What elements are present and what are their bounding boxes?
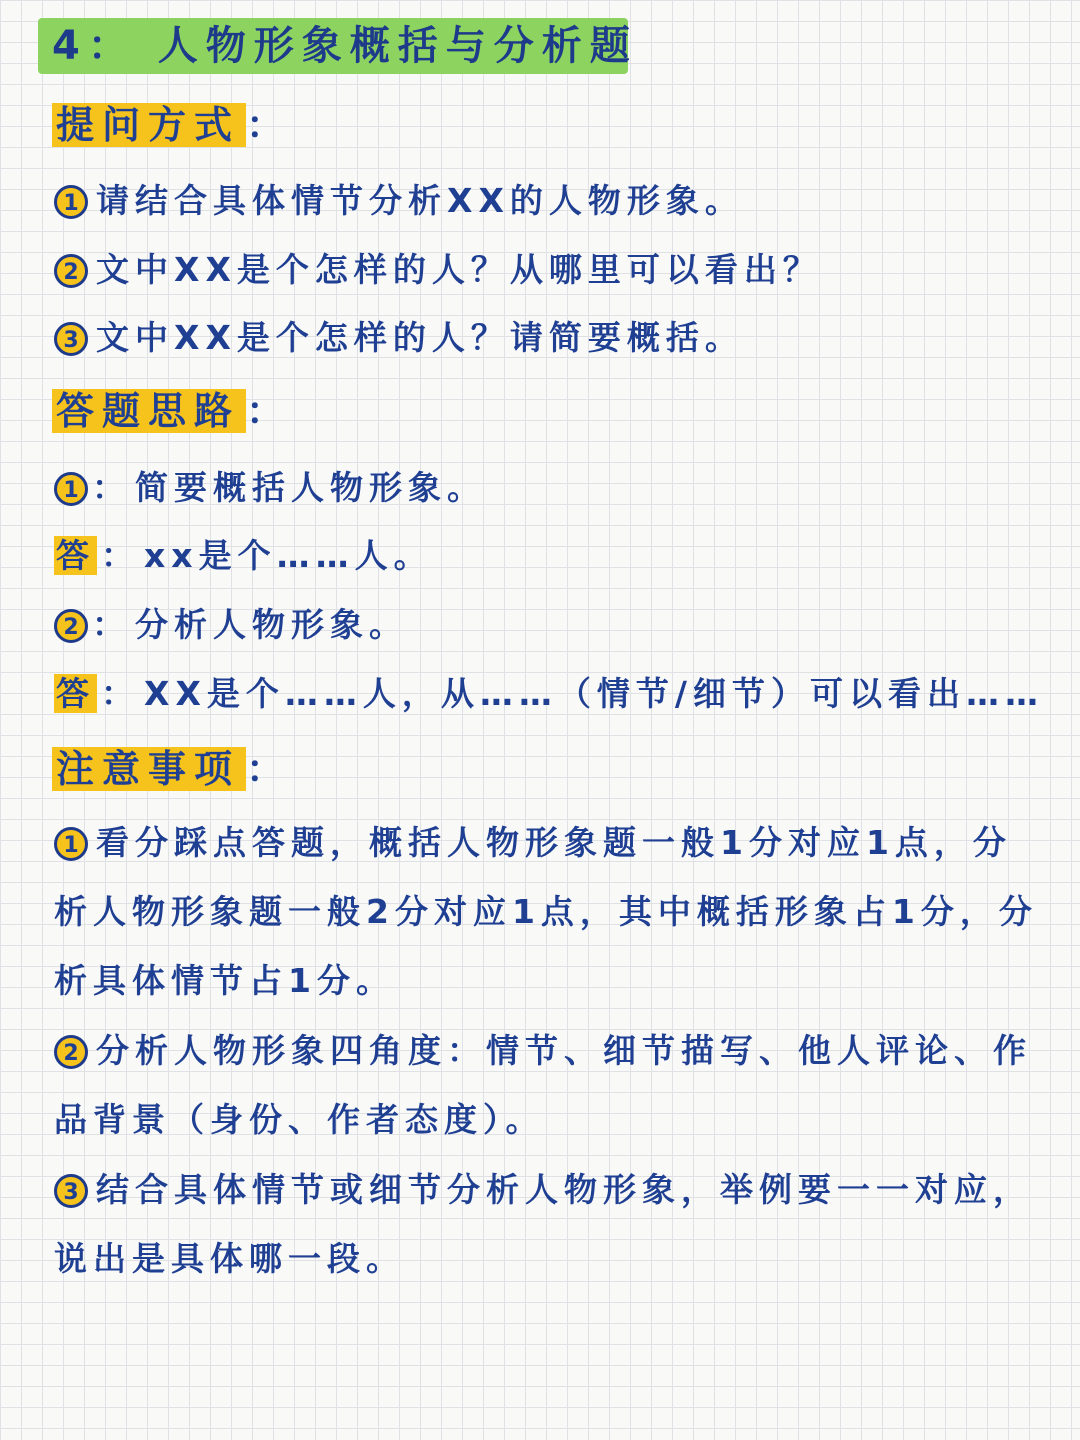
- section-heading-approach: [52, 384, 292, 438]
- note-text: 分析人物形象四角度：情节、细节描写、他人评论、作品背景（身份、作者态度）。: [54, 1031, 1032, 1139]
- heading-colon: ：: [246, 747, 293, 791]
- circled-number: 1: [54, 472, 88, 506]
- heading-colon: ：: [246, 103, 293, 147]
- section-heading-questions: [52, 98, 292, 152]
- note-item-1: [54, 808, 1044, 1015]
- circled-number: 1: [54, 827, 88, 861]
- circled-number: 2: [54, 1035, 88, 1069]
- note-item-2: [54, 1016, 1044, 1154]
- approach-answer-2: [54, 669, 1044, 719]
- answer-text: xx是个……人。: [144, 536, 433, 575]
- note-text: 看分踩点答题，概括人物形象题一般1分对应1点，分析人物形象题一般2分对应1点，其中概括形象占1分，分析具体情节占1分。: [54, 823, 1038, 1000]
- separator: ：: [92, 605, 131, 644]
- heading-highlight: 答题思路: [52, 389, 246, 433]
- separator: ：: [101, 674, 140, 713]
- question-item-2: [54, 245, 1040, 295]
- approach-step-2: [54, 600, 1040, 650]
- circled-number: 3: [54, 1174, 88, 1208]
- circled-number: 1: [54, 185, 88, 219]
- page-title: 4： 人物形象概括与分析题: [38, 18, 628, 74]
- heading-colon: ：: [246, 389, 293, 433]
- separator: ：: [101, 536, 140, 575]
- circled-number: 2: [54, 609, 88, 643]
- question-text: 请结合具体情节分析XX的人物形象。: [96, 181, 744, 220]
- circled-number: 3: [54, 322, 88, 356]
- answer-text: XX是个……人，从……（情节/细节）可以看出……: [144, 674, 1044, 713]
- note-item-3: [54, 1155, 1044, 1293]
- heading-highlight: 注意事项: [52, 747, 246, 791]
- circled-number: 2: [54, 254, 88, 288]
- answer-label: 答: [56, 536, 95, 575]
- answer-label: 答: [56, 674, 95, 713]
- note-text: 结合具体情节或细节分析人物形象，举例要一一对应，说出是具体哪一段。: [54, 1170, 1032, 1278]
- approach-answer-1: [54, 531, 1040, 581]
- separator: ：: [92, 468, 131, 507]
- question-text: 文中XX是个怎样的人？请简要概括。: [96, 318, 744, 357]
- step-text: 分析人物形象。: [135, 605, 408, 644]
- heading-highlight: 提问方式: [52, 103, 246, 147]
- approach-step-1: [54, 463, 1040, 513]
- question-item-1: [54, 176, 1040, 226]
- question-text: 文中XX是个怎样的人？从哪里可以看出？: [96, 250, 822, 289]
- section-heading-notes: [52, 742, 292, 796]
- question-item-3: [54, 313, 1040, 363]
- step-text: 简要概括人物形象。: [135, 468, 486, 507]
